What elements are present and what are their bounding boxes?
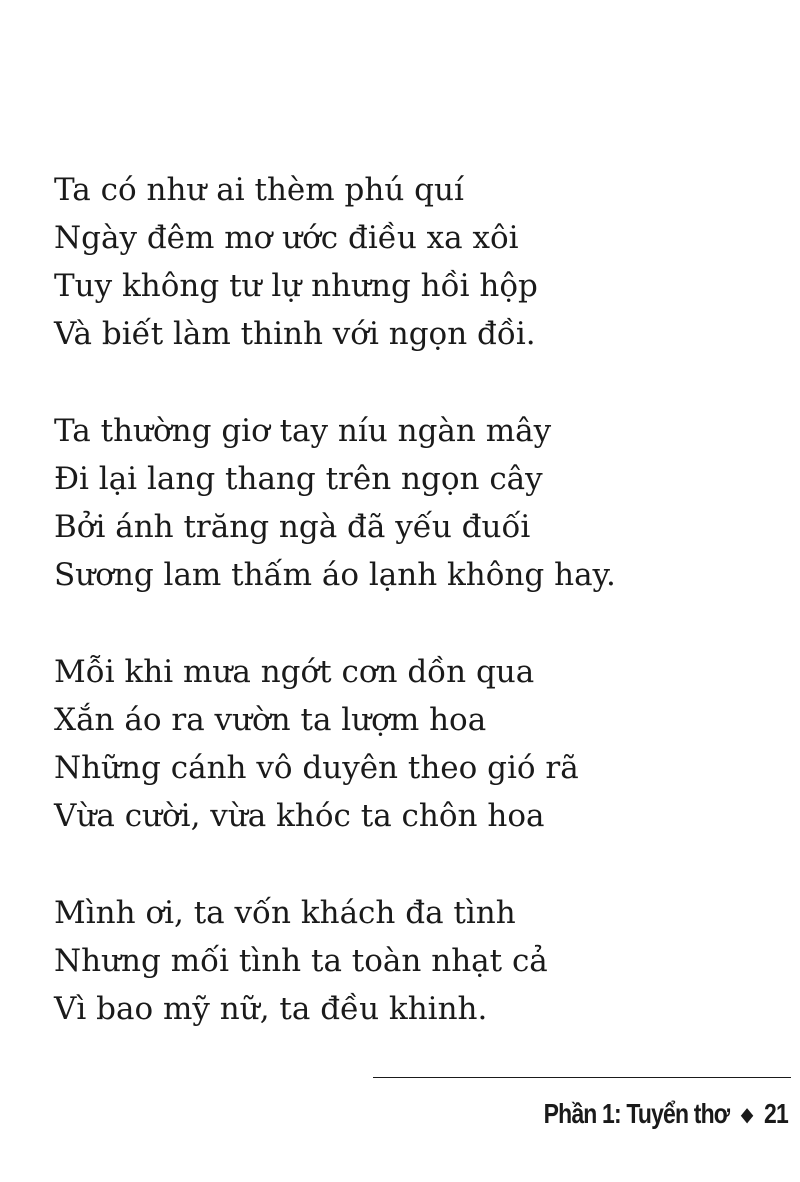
poem-line: Và biết làm thinh với ngọn đồi. — [54, 316, 536, 352]
poem-line: Bởi ánh trăng ngà đã yếu đuối — [54, 509, 531, 545]
poem-line: Những cánh vô duyên theo gió rã — [54, 750, 579, 786]
page-footer — [544, 1092, 788, 1136]
stanza-2 — [54, 407, 774, 599]
poem-line: Mỗi khi mưa ngớt cơn dồn qua — [54, 654, 535, 690]
diamond-separator-icon: ◆ — [740, 1103, 753, 1126]
poem-line: Tuy không tư lự nhưng hồi hộp — [54, 268, 538, 304]
page-number: 21 — [764, 1098, 788, 1129]
poem — [54, 166, 774, 1082]
poem-line: Đi lại lang thang trên ngọn cây — [54, 461, 543, 497]
poem-line: Sương lam thấm áo lạnh không hay. — [54, 557, 616, 593]
stanza-1 — [54, 166, 774, 358]
stanza-3 — [54, 648, 774, 840]
poem-line: Ta thường giơ tay níu ngàn mây — [54, 413, 552, 449]
poem-line: Ngày đêm mơ ước điều xa xôi — [54, 220, 519, 256]
stanza-4 — [54, 889, 774, 1033]
poem-line: Xắn áo ra vườn ta lượm hoa — [54, 702, 487, 738]
poem-line: Mình ơi, ta vốn khách đa tình — [54, 895, 516, 931]
poem-line: Nhưng mối tình ta toàn nhạt cả — [54, 943, 548, 979]
footer-divider — [373, 1077, 791, 1078]
section-title: Phần 1: Tuyển thơ — [543, 1098, 730, 1129]
poem-line: Ta có như ai thèm phú quí — [54, 172, 464, 208]
poem-line: Vừa cười, vừa khóc ta chôn hoa — [54, 798, 545, 834]
poem-line: Vì bao mỹ nữ, ta đều khinh. — [54, 991, 488, 1027]
